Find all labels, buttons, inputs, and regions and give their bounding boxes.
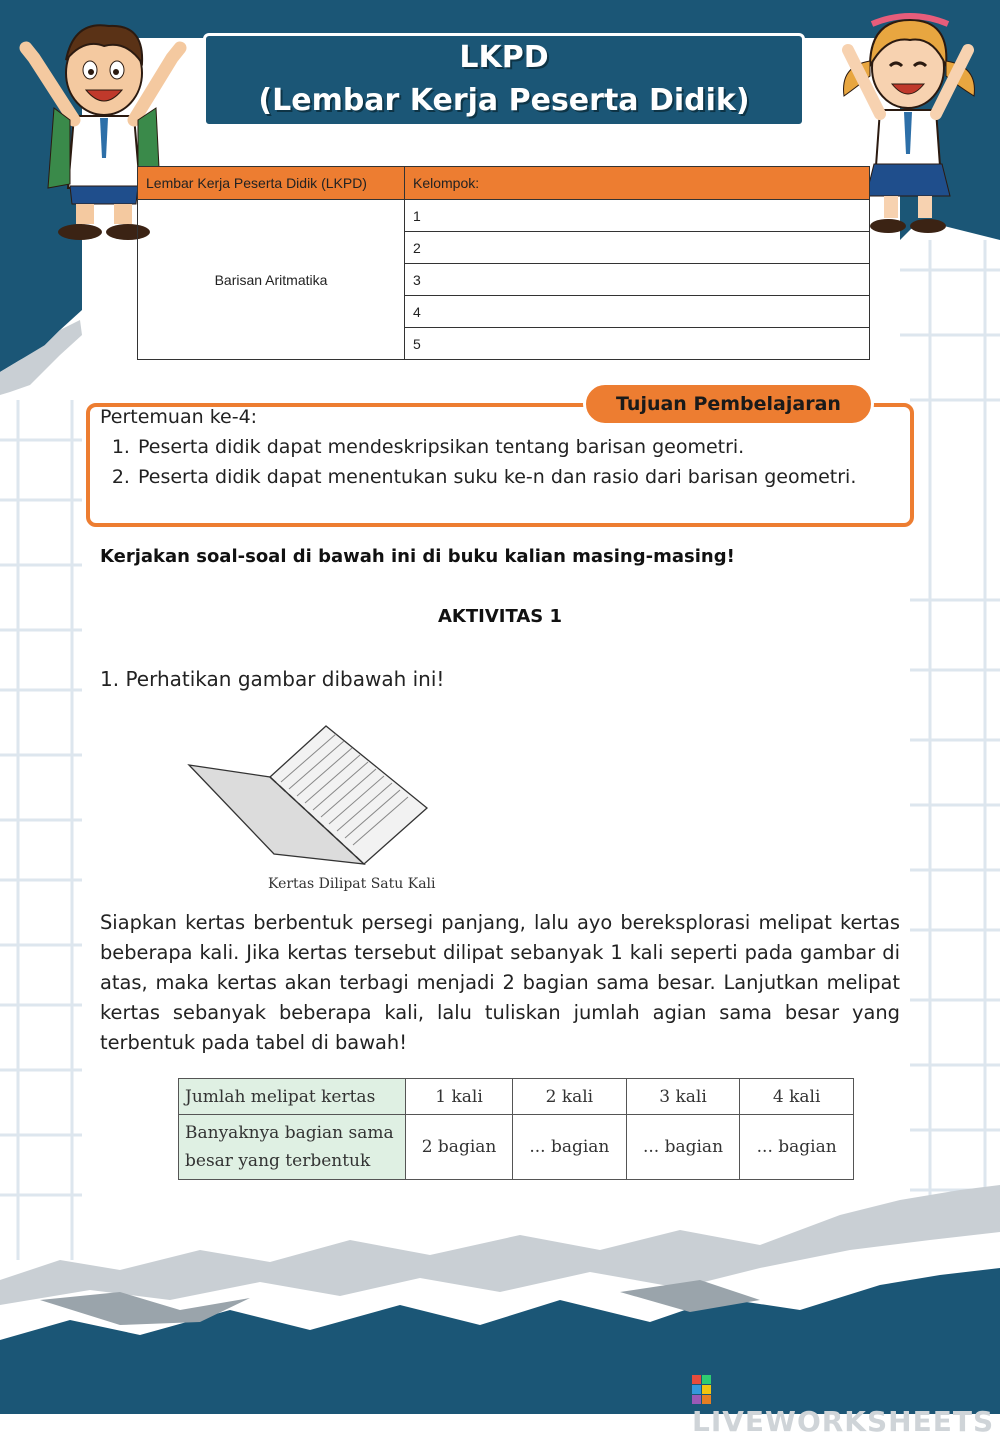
- objectives-badge: Tujuan Pembelajaran: [583, 382, 874, 426]
- member-row-2[interactable]: 2: [405, 232, 870, 264]
- fold-count-1: 1 kali: [406, 1079, 513, 1115]
- table-header-lkpd: Lembar Kerja Peserta Didik (LKPD): [138, 167, 405, 200]
- instruction-text: Kerjakan soal-soal di bawah ini di buku kalian masing-masing!: [100, 546, 735, 567]
- watermark: [692, 1372, 995, 1438]
- watermark-text: LIVEWORKSHEETS: [692, 1405, 995, 1438]
- member-row-1[interactable]: 1: [405, 200, 870, 232]
- member-row-5[interactable]: 5: [405, 328, 870, 360]
- parts-cell-1: 2 bagian: [406, 1115, 513, 1180]
- folding-table: [178, 1078, 854, 1180]
- objective-item-1: 1. Peserta didik dapat mendeskripsikan tentang barisan geometri.: [136, 432, 900, 462]
- parts-cell-4[interactable]: ... bagian: [740, 1115, 854, 1180]
- activity-title: AKTIVITAS 1: [437, 606, 563, 627]
- parts-header-line2: besar yang terbentuk: [185, 1151, 371, 1171]
- fold-count-4: 4 kali: [740, 1079, 854, 1115]
- parts-header-line1: Banyaknya bagian sama: [185, 1123, 394, 1143]
- page-title-box: [203, 33, 805, 127]
- member-row-4[interactable]: 4: [405, 296, 870, 328]
- fold-count-3: 3 kali: [626, 1079, 740, 1115]
- fold-count-header: Jumlah melipat kertas: [179, 1079, 406, 1115]
- objectives-list: [136, 432, 900, 492]
- group-table: [137, 166, 870, 360]
- question-1: 1. Perhatikan gambar dibawah ini!: [100, 667, 445, 691]
- liveworksheets-logo-icon: [692, 1375, 712, 1405]
- page-title: LKPD: [459, 40, 549, 75]
- figure-caption: Kertas Dilipat Satu Kali: [268, 876, 436, 892]
- folded-paper-figure: [186, 722, 436, 867]
- objective-item-2: 2. Peserta didik dapat menentukan suku ke-n dan rasio dari barisan geometri.: [136, 462, 900, 492]
- parts-header: [179, 1115, 406, 1180]
- activity-paragraph: Siapkan kertas berbentuk persegi panjang, lalu ayo bereksplorasi melipat kertas beberapa kali. Jika kertas tersebut dilipat sebanyak 1 kali seperti pada gambar di atas, maka kertas akan terbagi menjadi 2 bagian sama besar. Lanjutkan melipat kertas sebanyak beberapa kali, lalu tuliskan jumlah agian sama besar yang terbentuk pada tabel di bawah!: [100, 911, 900, 1054]
- parts-cell-3[interactable]: ... bagian: [626, 1115, 740, 1180]
- page-subtitle: (Lembar Kerja Peserta Didik): [258, 83, 750, 118]
- parts-cell-2[interactable]: ... bagian: [513, 1115, 627, 1180]
- fold-count-2: 2 kali: [513, 1079, 627, 1115]
- topic-cell: Barisan Aritmatika: [138, 200, 405, 360]
- meeting-label: Pertemuan ke-4:: [100, 406, 258, 428]
- table-header-kelompok: Kelompok:: [405, 167, 870, 200]
- member-row-3[interactable]: 3: [405, 264, 870, 296]
